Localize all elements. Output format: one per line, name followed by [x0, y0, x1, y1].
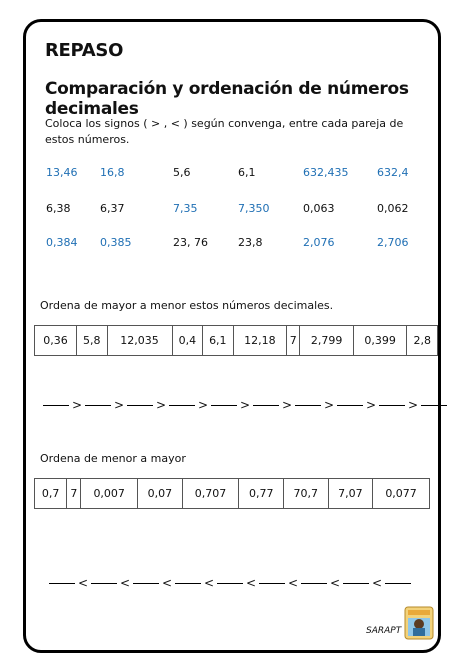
answer-blank[interactable]: [211, 405, 237, 406]
pair-6-first: 0,063: [303, 202, 335, 215]
pair-8-first: 23, 76: [173, 236, 208, 249]
answer-blank[interactable]: [43, 405, 69, 406]
number-table-desc: [34, 325, 438, 356]
answer-blank[interactable]: [337, 405, 363, 406]
order-sign: >: [198, 398, 209, 412]
number-cell: 7,07: [328, 479, 373, 509]
pair-5-second: 7,350: [238, 202, 270, 215]
answer-blank[interactable]: [127, 405, 153, 406]
number-cell: 12,035: [107, 326, 172, 356]
page-subtitle: Comparación y ordenación de números decimales: [45, 79, 409, 119]
pair-2-second: 6,1: [238, 166, 256, 179]
number-cell: 0,7: [35, 479, 67, 509]
pair-7-first: 0,384: [46, 236, 78, 249]
order-sign: <: [246, 576, 257, 590]
pair-7-second: 0,385: [100, 236, 132, 249]
instructions: Coloca los signos ( > , < ) según convenga, entre cada pareja de estos números.: [45, 117, 404, 146]
order-sequence-desc[interactable]: [40, 398, 450, 412]
order-sign: <: [162, 576, 173, 590]
answer-blank[interactable]: [175, 583, 201, 584]
answer-blank[interactable]: [259, 583, 285, 584]
answer-blank[interactable]: [217, 583, 243, 584]
answer-blank[interactable]: [379, 405, 405, 406]
pair-1-first: 13,46: [46, 166, 78, 179]
section1-label: Ordena de mayor a menor estos números decimales.: [40, 299, 334, 312]
answer-blank[interactable]: [421, 405, 447, 406]
number-cell: 12,18: [233, 326, 287, 356]
answer-blank[interactable]: [49, 583, 75, 584]
pair-5-first: 7,35: [173, 202, 198, 215]
page-title: REPASO: [45, 40, 124, 61]
pair-9-second: 2,706: [377, 236, 409, 249]
number-cell: 7: [67, 479, 81, 509]
pair-1-second: 16,8: [100, 166, 125, 179]
order-sign: <: [288, 576, 299, 590]
answer-blank[interactable]: [85, 405, 111, 406]
answer-blank[interactable]: [169, 405, 195, 406]
number-cell: 7: [287, 326, 300, 356]
pair-4-first: 6,38: [46, 202, 71, 215]
pair-3-second: 632,4: [377, 166, 409, 179]
order-sign: <: [372, 576, 383, 590]
pair-9-first: 2,076: [303, 236, 335, 249]
number-cell: 0,077: [373, 479, 430, 509]
number-cell: 0,07: [138, 479, 183, 509]
order-sign: <: [120, 576, 131, 590]
order-sign: >: [114, 398, 125, 412]
pair-8-second: 23,8: [238, 236, 263, 249]
author-credit: SARAPT: [366, 626, 402, 636]
number-cell: 0,36: [35, 326, 77, 356]
number-cell: 6,1: [203, 326, 233, 356]
number-cell: 2,8: [407, 326, 438, 356]
answer-blank[interactable]: [91, 583, 117, 584]
section2-label: Ordena de menor a mayor: [40, 452, 186, 465]
answer-blank[interactable]: [343, 583, 369, 584]
number-cell: 0,77: [239, 479, 284, 509]
order-sign: <: [78, 576, 89, 590]
answer-blank[interactable]: [295, 405, 321, 406]
pair-2-first: 5,6: [173, 166, 191, 179]
order-sign: <: [204, 576, 215, 590]
order-sign: >: [366, 398, 377, 412]
answer-blank[interactable]: [385, 583, 411, 584]
number-cell: 0,4: [172, 326, 202, 356]
order-sequence-asc[interactable]: [46, 576, 414, 590]
teacher-portrait-icon: [404, 606, 434, 640]
number-table-asc: [34, 478, 430, 509]
number-cell: 0,707: [182, 479, 239, 509]
number-cell: 70,7: [284, 479, 329, 509]
order-sign: >: [72, 398, 83, 412]
number-cell: 0,007: [81, 479, 138, 509]
number-cell: 2,799: [300, 326, 354, 356]
order-sign: >: [408, 398, 419, 412]
order-sign: >: [240, 398, 251, 412]
order-sign: >: [282, 398, 293, 412]
order-sign: <: [330, 576, 341, 590]
answer-blank[interactable]: [253, 405, 279, 406]
pair-3-first: 632,435: [303, 166, 349, 179]
pair-6-second: 0,062: [377, 202, 409, 215]
order-sign: >: [324, 398, 335, 412]
pair-4-second: 6,37: [100, 202, 125, 215]
answer-blank[interactable]: [301, 583, 327, 584]
answer-blank[interactable]: [133, 583, 159, 584]
number-cell: 0,399: [353, 326, 407, 356]
number-cell: 5,8: [77, 326, 107, 356]
order-sign: >: [156, 398, 167, 412]
